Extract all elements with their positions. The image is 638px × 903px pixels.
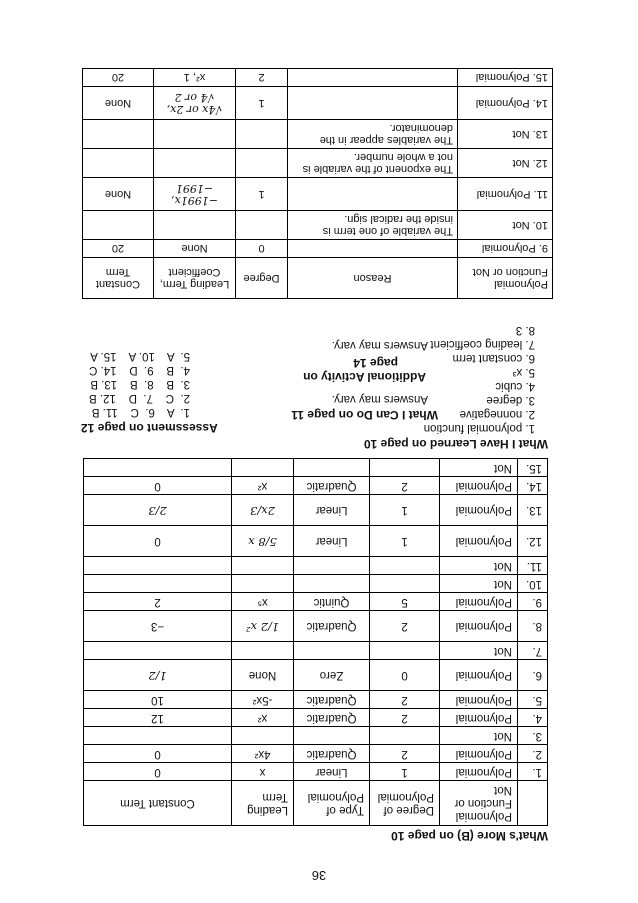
fraction-value: 2/3 <box>148 504 167 518</box>
whats-more-cell-const <box>84 495 232 526</box>
activity-cell-pf: 13. Not <box>458 120 553 149</box>
whats-more-cell-n: 15. <box>518 459 548 477</box>
activity-cell-deg <box>236 211 288 240</box>
whats-more-cell-const: −3 <box>84 611 232 642</box>
whats-more-cell-const <box>84 557 232 575</box>
whats-more-cell-pf: Polynomial <box>440 526 518 557</box>
activity-cell-lead: −1991x, −1991 <box>154 178 236 211</box>
activity-cell-reason <box>288 69 458 87</box>
whats-more-cell-const: 0 <box>84 763 232 781</box>
whats-more-cell-type <box>294 727 370 745</box>
whats-more-cell-type: Linear <box>294 526 370 557</box>
assessment-row: 4. B 9. D 14. C <box>89 364 190 376</box>
whats-more-cell-n: 1. <box>518 763 548 781</box>
activity-row <box>83 240 553 258</box>
whats-more-header-cell: Type of Polynomial <box>294 781 370 826</box>
whats-more-cell-deg <box>370 727 440 745</box>
whats-more-cell-pf: Not <box>440 557 518 575</box>
whats-more-cell-deg <box>370 557 440 575</box>
whats-more-cell-type: Quadratic <box>294 709 370 727</box>
whats-more-cell-const <box>84 575 232 593</box>
whats-more-row <box>84 575 548 593</box>
whats-more-cell-type: Quadratic <box>294 477 370 495</box>
whats-more-row <box>84 709 548 727</box>
activity-cell-reason <box>288 240 458 258</box>
whats-more-cell-pf: Not <box>440 727 518 745</box>
activity-cell-pf: 14. Polynomial <box>458 87 553 120</box>
whats-more-cell-type: Linear <box>294 763 370 781</box>
whats-more-header-row <box>84 781 548 826</box>
whats-more-cell-pf: Polynomial <box>440 495 518 526</box>
activity-cell-reason <box>288 87 458 120</box>
whats-more-cell-lead <box>232 495 294 526</box>
whats-more-cell-n: 10. <box>518 575 548 593</box>
whats-more-cell-type: Quintic <box>294 593 370 611</box>
whats-more-cell-const: 12 <box>84 709 232 727</box>
activity-header-cell: Polynomial Function or Not <box>458 258 553 299</box>
activity-header-row <box>83 258 553 299</box>
whats-more-cell-lead <box>232 575 294 593</box>
whats-more-row <box>84 660 548 691</box>
whats-more-cell-type <box>294 575 370 593</box>
activity-cell-const <box>83 211 154 240</box>
activity-row <box>83 211 553 240</box>
activity-cell-const: 20 <box>83 69 154 87</box>
learned-item: 5. x³ <box>512 366 535 378</box>
fraction-value: 1/2 <box>148 669 167 683</box>
whats-more-cell-pf: Polynomial <box>440 593 518 611</box>
assessment-title: Assessment on page 12 <box>81 421 218 435</box>
whats-more-cell-const <box>84 660 232 691</box>
page-number: 36 <box>311 868 327 883</box>
whats-more-cell-deg: 2 <box>370 709 440 727</box>
whats-more-cell-pf: Polynomial <box>440 660 518 691</box>
whats-more-row <box>84 745 548 763</box>
activity-cell-lead: None <box>154 240 236 258</box>
learned-item: 4. cubic <box>495 380 535 392</box>
activity-cell-const <box>83 149 154 178</box>
activity-cell-lead: √4x or 2x, √4 or 2 <box>154 87 236 120</box>
whats-more-cell-n: 4. <box>518 709 548 727</box>
whats-more-cell-lead <box>232 611 294 642</box>
activity-cell-const: 20 <box>83 240 154 258</box>
whats-more-row <box>84 526 548 557</box>
whats-more-title: What's More (B) on page 10 <box>391 829 548 843</box>
whats-more-cell-lead <box>232 459 294 477</box>
whats-more-cell-const: 2 <box>84 593 232 611</box>
whats-more-cell-lead <box>232 557 294 575</box>
whats-more-cell-deg <box>370 575 440 593</box>
whats-more-cell-pf: Polynomial <box>440 611 518 642</box>
whats-more-row <box>84 477 548 495</box>
whats-more-header-cell: Leading Term <box>232 781 294 826</box>
whats-more-row <box>84 727 548 745</box>
whats-more-header-cell: Polynomial Function or Not <box>440 781 518 826</box>
activity-row <box>83 69 553 87</box>
learned-item: 6. constant term <box>452 352 535 364</box>
whats-more-cell-type <box>294 642 370 660</box>
learned-item: 2. nonnegative <box>459 408 535 420</box>
whats-more-cell-n: 3. <box>518 727 548 745</box>
activity-cell-pf: 11. Polynomial <box>458 178 553 211</box>
learned-item: 1. polynomial function <box>423 422 535 434</box>
whats-more-cell-deg: 2 <box>370 477 440 495</box>
learned-item: 3. degree <box>486 394 535 406</box>
whats-more-cell-const: 0 <box>84 745 232 763</box>
whats-more-cell-lead: -5x² <box>232 691 294 709</box>
activity-cell-lead: x², 1 <box>154 69 236 87</box>
activity-cell-const: None <box>83 178 154 211</box>
additional-activity-note: Answers may vary. <box>331 339 428 351</box>
activity-cell-pf: 12. Not <box>458 149 553 178</box>
activity-row <box>83 120 553 149</box>
activity-header-cell: Constant Term <box>83 258 154 299</box>
whats-more-row <box>84 763 548 781</box>
whats-more-cell-const: 10 <box>84 691 232 709</box>
whats-more-row <box>84 459 548 477</box>
whats-more-cell-deg: 2 <box>370 745 440 763</box>
activity-cell-pf: 15. Polynomial <box>458 69 553 87</box>
whats-more-table <box>83 458 548 826</box>
whats-more-cell-n: 7. <box>518 642 548 660</box>
whats-more-cell-lead: None <box>232 660 294 691</box>
whats-more-cell-deg: 1 <box>370 526 440 557</box>
whats-more-cell-deg <box>370 642 440 660</box>
whats-more-cell-lead: x² <box>232 709 294 727</box>
whats-more-cell-lead <box>232 526 294 557</box>
whats-more-cell-pf: Polynomial <box>440 709 518 727</box>
whats-more-cell-deg: 5 <box>370 593 440 611</box>
whats-more-cell-n: 12. <box>518 526 548 557</box>
whats-more-cell-n: 2. <box>518 745 548 763</box>
activity-cell-const <box>83 120 154 149</box>
activity-row <box>83 149 553 178</box>
whats-more-cell-lead <box>232 727 294 745</box>
activity-header-cell: Reason <box>288 258 458 299</box>
activity-cell-pf: 10. Not <box>458 211 553 240</box>
learned-list <box>424 323 535 435</box>
activity-cell-deg: 2 <box>236 69 288 87</box>
fraction-value: 5/8 x <box>248 535 277 549</box>
assessment-row: 5. A 10. A 15. A <box>90 350 190 362</box>
whats-more-cell-deg: 1 <box>370 495 440 526</box>
activity-header-cell: Leading Term, Coefficient <box>154 258 236 299</box>
whats-more-cell-deg <box>370 459 440 477</box>
whats-more-cell-type: Quadratic <box>294 691 370 709</box>
whats-more-cell-n: 9. <box>518 593 548 611</box>
whats-more-cell-lead <box>232 642 294 660</box>
whats-more-cell-const <box>84 642 232 660</box>
activity-cell-reason: The variable of one term is inside the radical sign. <box>288 211 458 240</box>
activity-cell-reason: The variables appear in the denominator. <box>288 120 458 149</box>
whats-more-cell-n: 8. <box>518 611 548 642</box>
whats-more-row <box>84 557 548 575</box>
whats-more-cell-deg: 2 <box>370 611 440 642</box>
whats-more-cell-pf: Polynomial <box>440 763 518 781</box>
assessment-row: 2. C 7. D 12. B <box>89 392 190 404</box>
whats-more-cell-lead: x⁵ <box>232 593 294 611</box>
additional-activity-title: Additional Activity on <box>303 370 426 384</box>
activity-cell-deg: 0 <box>236 240 288 258</box>
whats-more-cell-const <box>84 459 232 477</box>
activity-row <box>83 178 553 211</box>
whats-more-cell-pf: Polynomial <box>440 691 518 709</box>
assessment-answers <box>89 349 190 419</box>
whats-more-cell-const: 0 <box>84 477 232 495</box>
activity-cell-lead <box>154 211 236 240</box>
whats-more-cell-pf: Not <box>440 642 518 660</box>
whats-more-cell-lead: x² <box>232 477 294 495</box>
whats-more-row <box>84 691 548 709</box>
activity-cell-const: None <box>83 87 154 120</box>
whats-more-cell-type: Linear <box>294 495 370 526</box>
additional-activity-page: page 14 <box>353 356 398 370</box>
can-do-title: What I Can Do on page 11 <box>291 408 438 422</box>
whats-more-cell-deg: 0 <box>370 660 440 691</box>
fraction-value: 2x/3 <box>250 504 275 518</box>
whats-more-row <box>84 642 548 660</box>
activity-cell-deg: 1 <box>236 178 288 211</box>
whats-more-cell-n: 5. <box>518 691 548 709</box>
assessment-row: 1. A 6. C 11. B <box>91 406 190 418</box>
whats-more-cell-type <box>294 459 370 477</box>
learned-item: 8. 3 <box>515 324 535 336</box>
whats-more-cell-type: Zero <box>294 660 370 691</box>
whats-more-cell-n: 6. <box>518 660 548 691</box>
whats-more-cell-type <box>294 557 370 575</box>
learned-title: What I Have Learned on page 10 <box>363 437 548 451</box>
assessment-row: 3. B 8. B 13. B <box>90 378 190 390</box>
whats-more-cell-pf: Not <box>440 575 518 593</box>
whats-more-cell-lead: 4x² <box>232 745 294 763</box>
whats-more-cell-n: 14. <box>518 477 548 495</box>
whats-more-cell-pf: Polynomial <box>440 745 518 763</box>
whats-more-cell-deg: 2 <box>370 691 440 709</box>
fraction-value: 1/2 x² <box>245 620 280 634</box>
activity-table <box>82 68 553 299</box>
activity-cell-lead <box>154 149 236 178</box>
activity-cell-deg: 1 <box>236 87 288 120</box>
activity-cell-reason: The exponent of the variable is not a whole number. <box>288 149 458 178</box>
whats-more-cell-type: Quadratic <box>294 745 370 763</box>
whats-more-header-cell: Degree of Polynomial <box>370 781 440 826</box>
whats-more-cell-deg: 1 <box>370 763 440 781</box>
activity-header-cell: Degree <box>236 258 288 299</box>
activity-cell-pf: 9. Polynomial <box>458 240 553 258</box>
whats-more-cell-n: 11. <box>518 557 548 575</box>
whats-more-row <box>84 611 548 642</box>
activity-cell-deg <box>236 149 288 178</box>
activity-cell-deg <box>236 120 288 149</box>
whats-more-cell-type: Quadratic <box>294 611 370 642</box>
whats-more-cell-const: 0 <box>84 526 232 557</box>
whats-more-cell-pf: Polynomial <box>440 477 518 495</box>
whats-more-cell-lead: x <box>232 763 294 781</box>
activity-cell-reason <box>288 178 458 211</box>
whats-more-cell-n: 13. <box>518 495 548 526</box>
whats-more-header-cell: Constant Term <box>84 781 232 826</box>
learned-item: 7. leading coefficient <box>430 338 535 350</box>
activity-cell-lead <box>154 120 236 149</box>
can-do-note: Answers may vary. <box>331 393 428 405</box>
whats-more-row <box>84 495 548 526</box>
whats-more-cell-const <box>84 727 232 745</box>
whats-more-header-cell <box>518 781 548 826</box>
activity-row <box>83 87 553 120</box>
whats-more-row <box>84 593 548 611</box>
whats-more-cell-pf: Not <box>440 459 518 477</box>
